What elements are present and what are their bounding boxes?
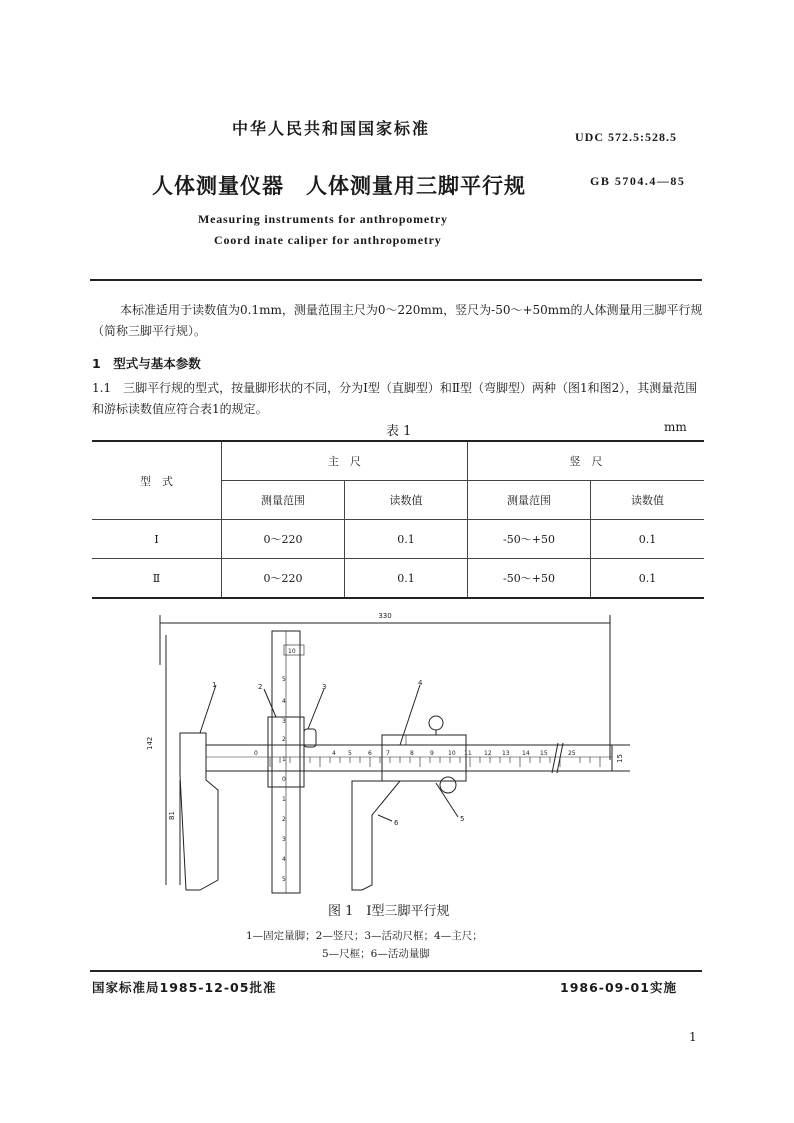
svg-text:13: 13 xyxy=(502,750,510,757)
document-title-en-2: Coord inate caliper for anthropometry xyxy=(214,233,442,247)
cell-type: Ⅰ xyxy=(92,520,222,559)
svg-text:25: 25 xyxy=(568,750,576,757)
fixed-leg xyxy=(180,733,218,890)
dim-top-small: 10 xyxy=(288,648,296,655)
vertical-scale-numbers xyxy=(282,676,286,883)
svg-text:12: 12 xyxy=(484,750,492,757)
figure-legend-line-2: 5—尺框；6—活动量脚 xyxy=(322,948,430,960)
svg-text:2: 2 xyxy=(282,736,286,743)
callout-3: 3 xyxy=(322,683,327,691)
cell-type: Ⅱ xyxy=(92,559,222,599)
document-title-en-1: Measuring instruments for anthropometry xyxy=(198,212,448,226)
main-beam xyxy=(206,745,612,771)
page-number: 1 xyxy=(689,1030,697,1044)
svg-text:14: 14 xyxy=(522,750,530,757)
callout-leader-5 xyxy=(436,783,458,817)
footer-rule xyxy=(90,970,702,972)
section-1-title: 1 型式与基本参数 xyxy=(92,356,201,371)
svg-text:4: 4 xyxy=(282,856,286,863)
cell-main-range: 0～220 xyxy=(222,520,345,559)
header-main-range: 测量范围 xyxy=(222,481,345,520)
callout-5: 5 xyxy=(460,815,465,823)
svg-text:6: 6 xyxy=(368,750,372,757)
svg-text:5: 5 xyxy=(282,876,286,883)
dim-right-label: 15 xyxy=(616,754,624,763)
cell-main-reading: 0.1 xyxy=(345,559,468,599)
fine-adjust-wheel xyxy=(440,777,456,793)
callout-leader-3 xyxy=(308,689,324,729)
caliper-diagram xyxy=(140,605,640,895)
gb-code: GB 5704.4—85 xyxy=(590,174,686,188)
break-mark-1 xyxy=(552,743,558,773)
main-scale-numbers xyxy=(254,750,576,757)
header-type: 型 式 xyxy=(92,441,222,520)
svg-text:8: 8 xyxy=(410,750,414,757)
dim-width-label: 330 xyxy=(378,612,392,620)
table-row xyxy=(92,559,704,599)
callout-1: 1 xyxy=(212,681,217,689)
svg-text:11: 11 xyxy=(464,750,472,757)
svg-text:1: 1 xyxy=(282,796,286,803)
header-vert-reading: 读数值 xyxy=(591,481,705,520)
svg-text:1: 1 xyxy=(282,756,286,763)
svg-text:5: 5 xyxy=(282,676,286,683)
standard-header: 中华人民共和国国家标准 xyxy=(232,119,431,138)
figure-legend-line-1: 1—固定量脚；2—竖尺；3—活动尺框；4—主尺； xyxy=(246,930,483,942)
svg-text:7: 7 xyxy=(386,750,390,757)
approval-date: 国家标准局1985-12-05批准 xyxy=(92,980,277,995)
table-1 xyxy=(92,440,704,599)
svg-text:15: 15 xyxy=(540,750,548,757)
callout-6: 6 xyxy=(394,819,399,827)
svg-text:3: 3 xyxy=(282,836,286,843)
svg-text:3: 3 xyxy=(282,718,286,725)
dim-height-label: 142 xyxy=(146,736,154,750)
vernier-top-plate xyxy=(406,735,466,745)
main-scale-ticks xyxy=(270,757,600,767)
header-rule xyxy=(90,279,702,281)
callout-leader-1 xyxy=(200,685,216,733)
svg-text:9: 9 xyxy=(430,750,434,757)
callout-leader-6 xyxy=(378,815,392,821)
table-caption: 表 1 xyxy=(386,424,412,439)
document-title-cn: 人体测量仪器 人体测量用三脚平行规 xyxy=(152,173,526,198)
svg-text:2: 2 xyxy=(282,816,286,823)
frame-screw xyxy=(304,729,316,747)
callout-4: 4 xyxy=(418,679,423,687)
dim-lower-label: 81 xyxy=(168,811,176,820)
cell-vert-range: -50～+50 xyxy=(468,520,591,559)
table-row xyxy=(92,520,704,559)
svg-text:4: 4 xyxy=(332,750,336,757)
header-vert-range: 测量范围 xyxy=(468,481,591,520)
svg-text:10: 10 xyxy=(448,750,456,757)
cell-vert-range: -50～+50 xyxy=(468,559,591,599)
clause-1-1: 1.1 三脚平行规的型式，按量脚形状的不同，分为Ⅰ型（直脚型）和Ⅱ型（弯脚型）两种（图1和图2），其测量范围和游标读数值应符合表1的规定。 xyxy=(92,381,698,416)
udc-code: UDC 572.5:528.5 xyxy=(575,130,677,144)
header-vertical-scale: 竖 尺 xyxy=(468,441,705,481)
locking-knob xyxy=(429,716,443,730)
callout-2: 2 xyxy=(258,683,263,691)
vernier-frame xyxy=(382,735,466,781)
cell-main-reading: 0.1 xyxy=(345,520,468,559)
cell-vert-reading: 0.1 xyxy=(591,520,705,559)
header-main-scale: 主 尺 xyxy=(222,441,468,481)
svg-text:0: 0 xyxy=(282,776,286,783)
header-main-reading: 读数值 xyxy=(345,481,468,520)
intro-paragraph: 本标准适用于读数值为0.1mm，测量范围主尺为0～220mm，竖尺为-50～+50mm的人体测量用三脚平行规（简称三脚平行规）。 xyxy=(92,303,703,338)
table-unit: mm xyxy=(664,420,687,434)
cell-vert-reading: 0.1 xyxy=(591,559,705,599)
svg-text:4: 4 xyxy=(282,698,286,705)
svg-text:0: 0 xyxy=(254,750,258,757)
callout-leader-4 xyxy=(400,685,420,745)
movable-leg xyxy=(352,781,400,890)
table-header-row xyxy=(92,441,704,481)
break-mark-2 xyxy=(557,743,563,773)
svg-text:5: 5 xyxy=(348,750,352,757)
implementation-date: 1986-09-01实施 xyxy=(560,980,677,995)
cell-main-range: 0～220 xyxy=(222,559,345,599)
callout-leader-2 xyxy=(264,689,276,717)
figure-caption: 图 1 Ⅰ型三脚平行规 xyxy=(328,904,450,919)
